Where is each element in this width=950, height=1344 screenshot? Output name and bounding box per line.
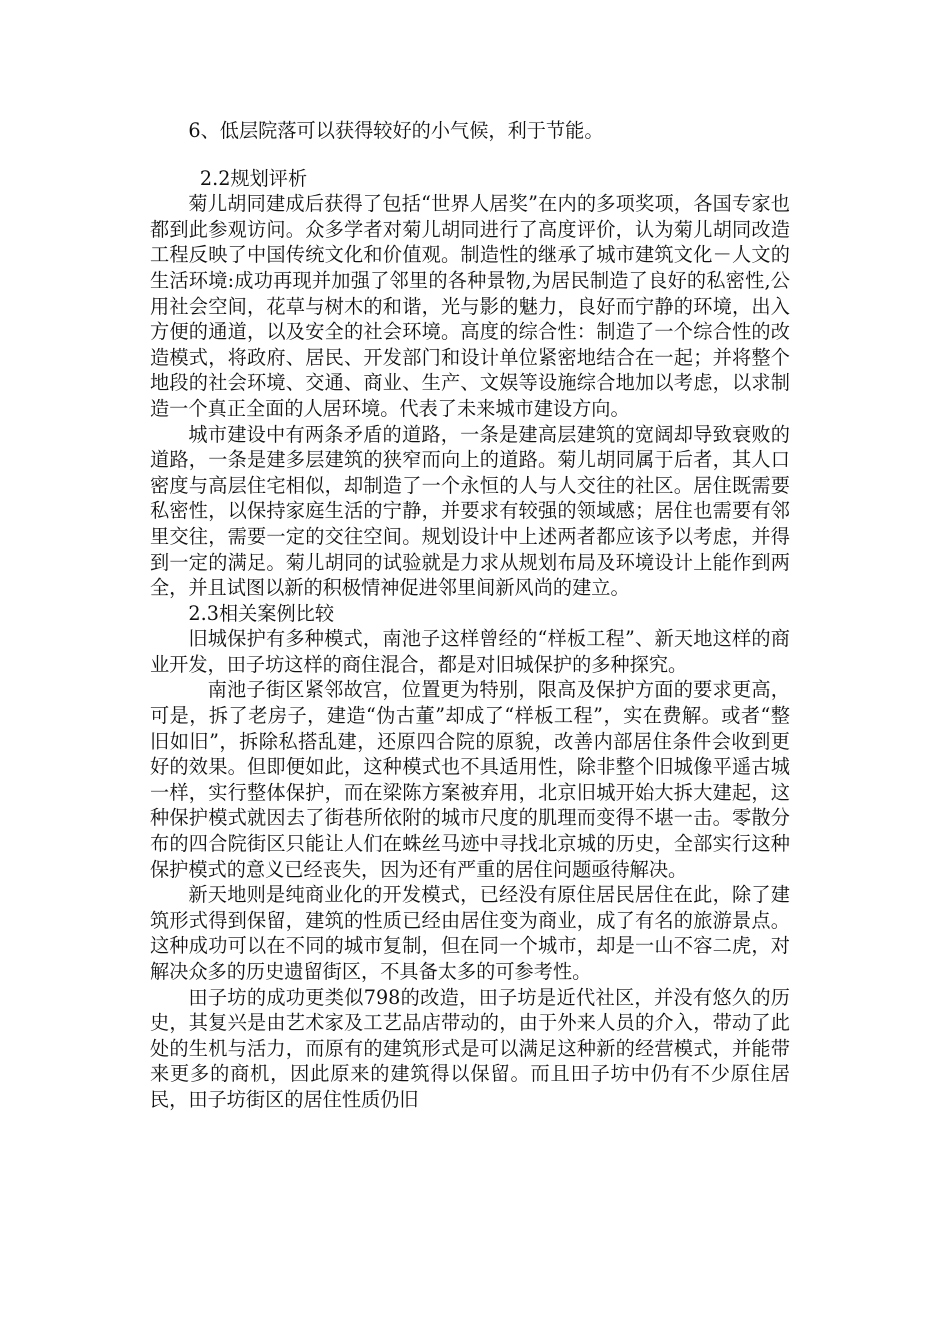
paragraph-2-2-1: 菊儿胡同建成后获得了包括“世界人居奖”在内的多项奖项，各国专家也都到此参观访问。众多学者对菊儿胡同进行了高度评价，认为菊儿胡同改造工程反映了中国传统文化和价值观。制造性的继承了城市建筑文化－人文的生活环境:成功再现并加强了邻里的各种景物,为居民制造了良好的私密性,公用社会空间，花草与树木的和谐，光与影的魅力，良好而宁静的环境，出入方便的通道，以及安全的社会环境。高度的综合性：制造了一个综合性的改造模式，将政府、居民、开发部门和设计单位紧密地结合在一起；并将整个地段的社会环境、交通、商业、生产、文娱等设施综合地加以考虑，以求制造一个真正全面的人居环境。代表了未来城市建设方向。 [150, 192, 790, 420]
paragraph-2-3-1: 旧城保护有多种模式，南池子这样曾经的“样板工程”、新天地这样的商业开发，田子坊这样的商住混合，都是对旧城保护的多种探究。 [150, 627, 790, 676]
section-heading-2-3: 2.3相关案例比较 [188, 601, 335, 625]
document-page [150, 118, 790, 1113]
paragraph-2-3-2: 南池子街区紧邻故宫，位置更为特别，限高及保护方面的要求更高，可是，拆了老房子，建造“伪古董”却成了“样板工程”，实在费解。或者“整旧如旧”，拆除私搭乱建，还原四合院的原貌，改善内部居住条件会收到更好的效果。但即便如此，这种模式也不具适用性，除非整个旧城像平遥古城一样，实行整体保护，而在梁陈方案被弃用，北京旧城开始大拆大建起，这种保护模式就因去了街巷所依附的城市尺度的肌理而变得不堪一击。零散分布的四合院街区只能让人们在蛛丝马迹中寻找北京城的历史，全部实行这种保护模式的意义已经丧失，因为还有严重的居住问题亟待解决。 [150, 678, 790, 881]
paragraph-2-2-2: 城市建设中有两条矛盾的道路，一条是建高层建筑的宽阔却导致衰败的道路，一条是建多层建筑的狭窄而向上的道路。菊儿胡同属于后者，其人口密度与高层住宅相似，却制造了一个永恒的人与人交往的社区。居住既需要私密性，以保持家庭生活的宁静，并要求有较强的领域感；居住也需要有邻里交往，需要一定的交往空间。规划设计中上述两者都应该予以考虑，并得到一定的满足。菊儿胡同的试验就是力求从规划布局及环境设计上能作到两全，并且试图以新的积极情神促进邻里间新风尚的建立。 [150, 422, 790, 600]
paragraph-2-3-4: 田子坊的成功更类似798的改造，田子坊是近代社区，并没有悠久的历史，其复兴是由艺术家及工艺品店带动的，由于外来人员的介入，带动了此处的生机与活力，而原有的建筑形式是可以满足这种新的经营模式，并能带来更多的商机，因此原来的建筑得以保留。而且田子坊中仍有不少原住居民，田子坊街区的居住性质仍旧 [150, 985, 790, 1111]
section-heading-2-2: 2.2规划评析 [199, 166, 308, 190]
paragraph-2-3-3: 新天地则是纯商业化的开发模式，已经没有原住居民居住在此，除了建筑形式得到保留，建筑的性质已经由居住变为商业，成了有名的旅游景点。这种成功可以在不同的城市复制，但在同一个城市，却是一山不容二虎，对解决众多的历史遗留街区，不具备太多的可参考性。 [150, 883, 790, 983]
list-item-6: 6、低层院落可以获得较好的小气候，利于节能。 [188, 119, 604, 142]
